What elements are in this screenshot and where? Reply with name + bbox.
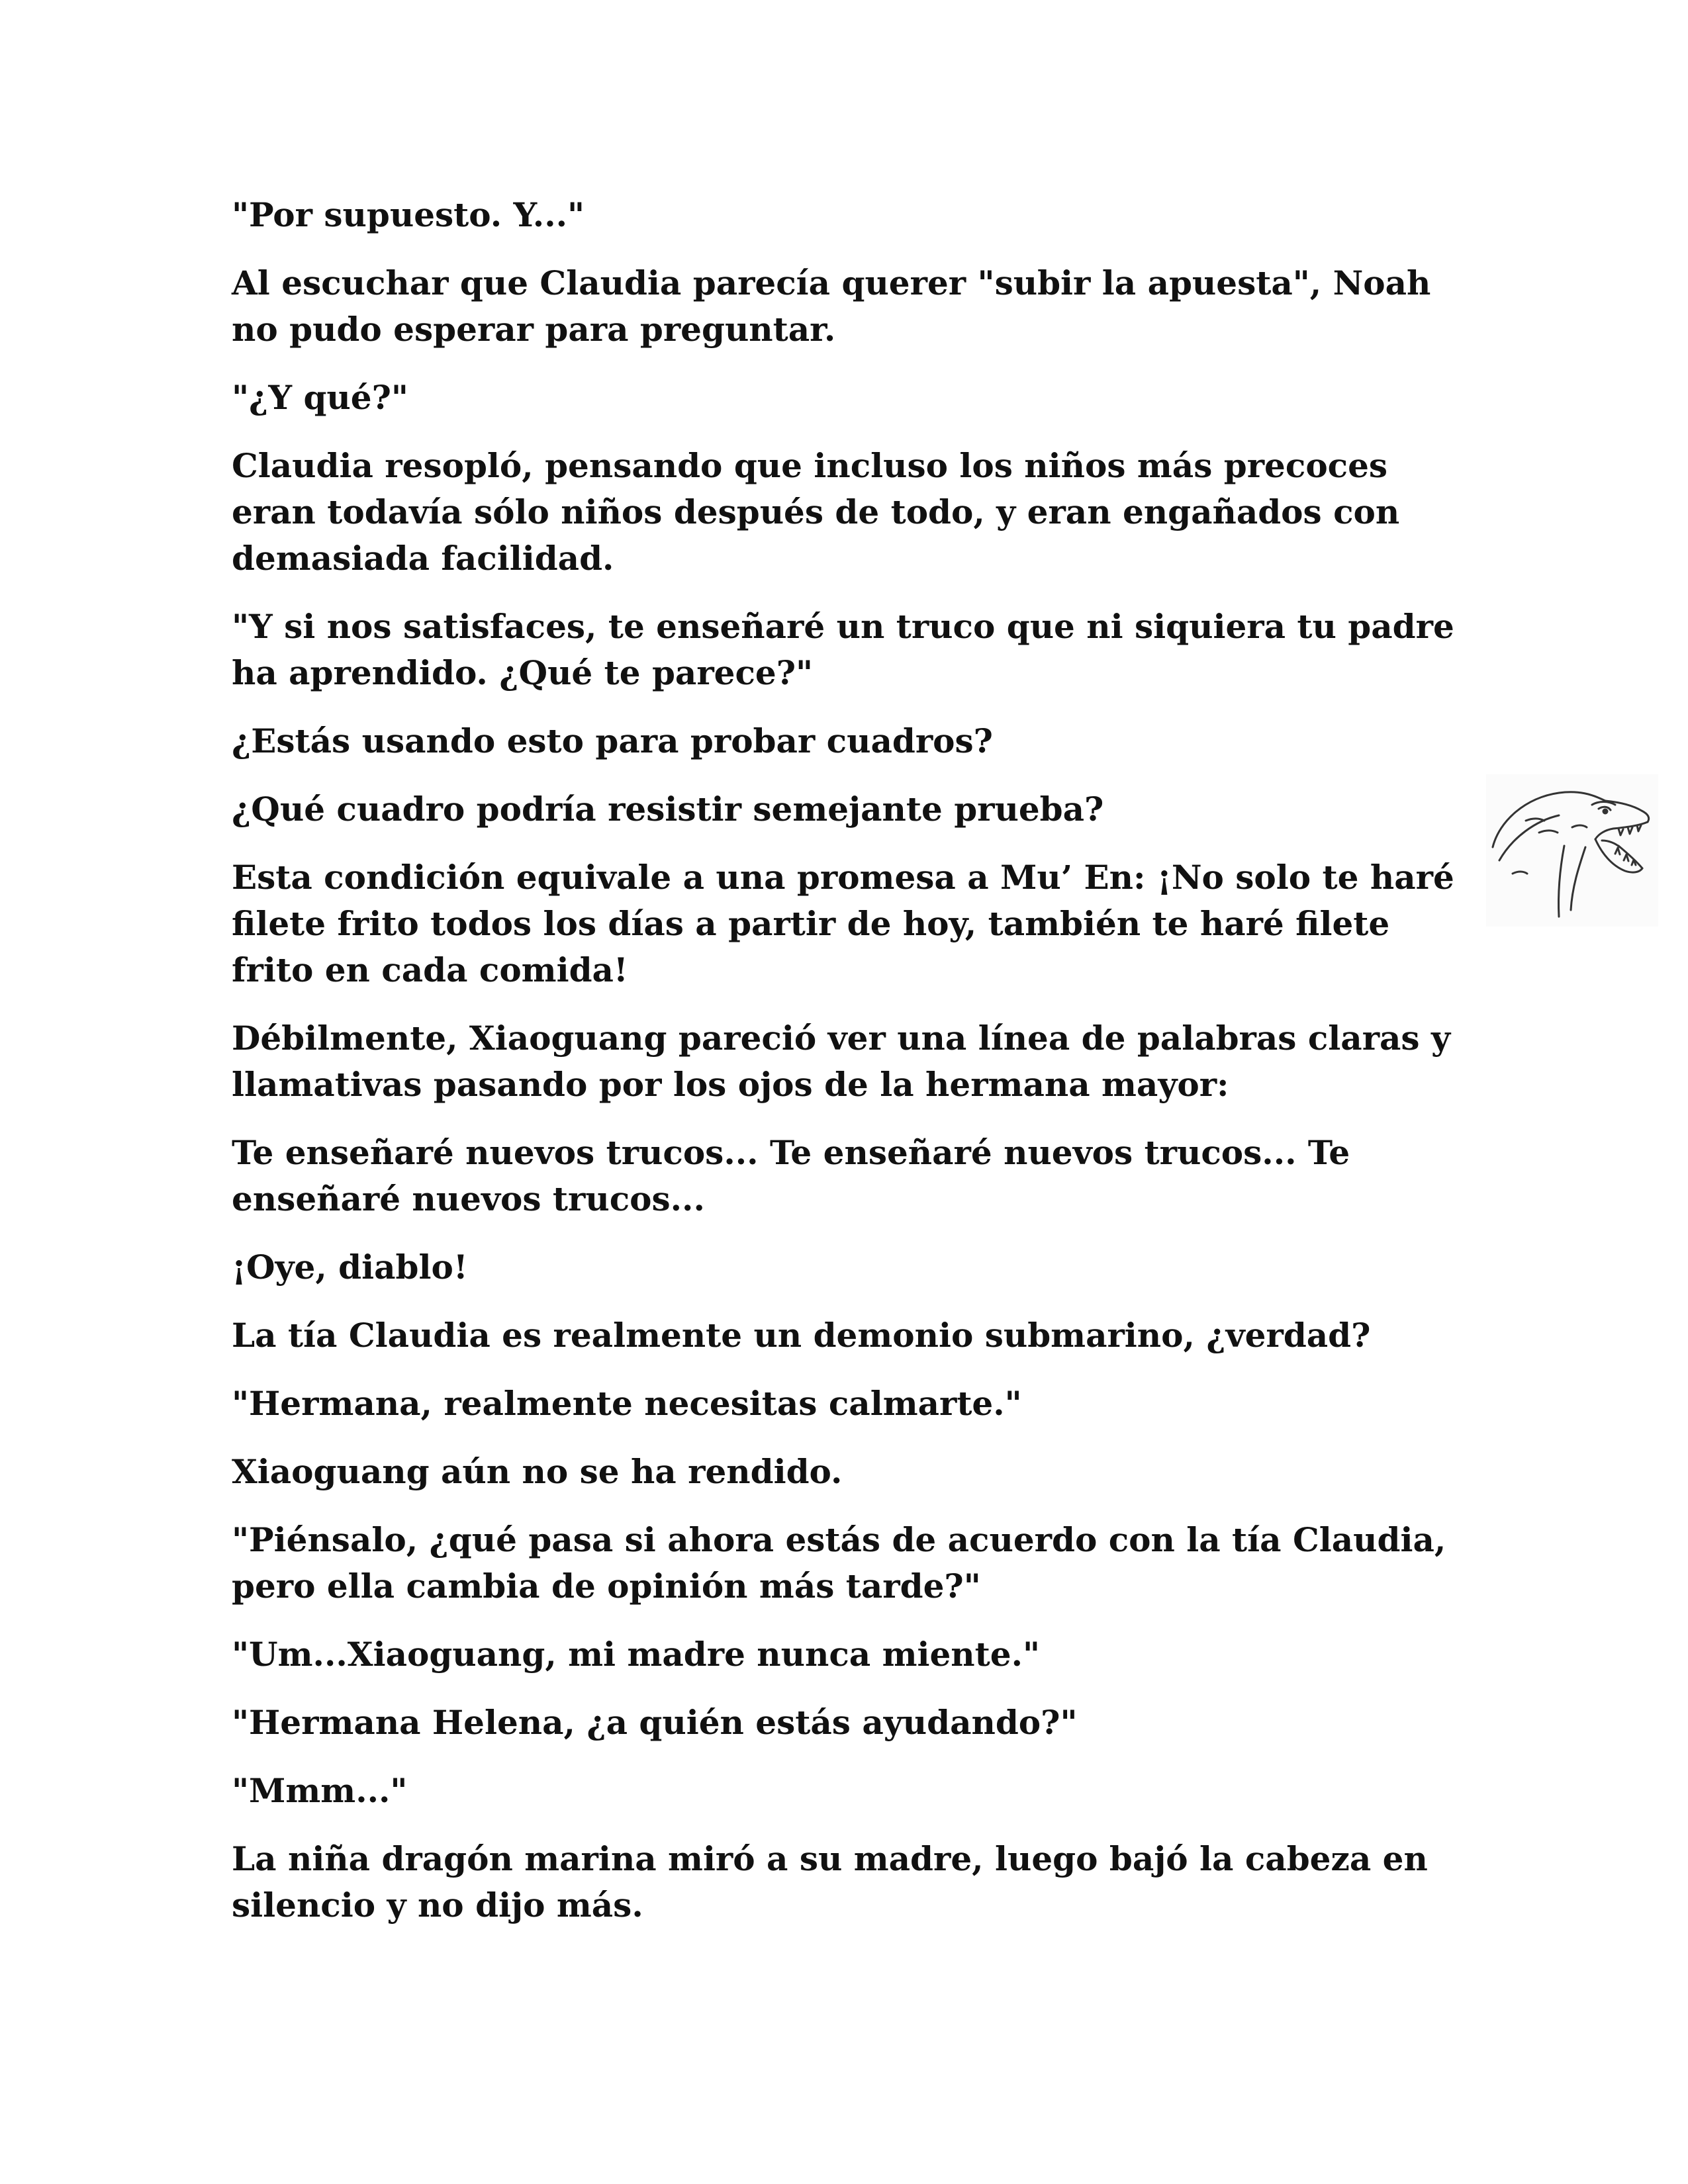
paragraph: "¿Y qué?" [232,378,408,417]
paragraph: Te enseñaré nuevos trucos... Te enseñaré nuevos trucos... Te enseñaré nuevos trucos... [232,1133,1350,1218]
paragraph: "Mmm..." [232,1771,408,1810]
paragraph: "Y si nos satisfaces, te enseñaré un truco que ni siquiera tu padre ha aprendido. ¿Qué te parece?" [232,607,1454,692]
paragraph: Débilmente, Xiaoguang pareció ver una línea de palabras claras y llamativas pasando por los ojos de la hermana mayor: [232,1019,1451,1104]
paragraph: La tía Claudia es realmente un demonio submarino, ¿verdad? [232,1316,1371,1355]
paragraph: Al escuchar que Claudia parecía querer "subir la apuesta", Noah no pudo esperar para preguntar. [232,263,1431,349]
dinosaur-sketch-icon [1486,774,1658,927]
paragraph: Claudia resopló, pensando que incluso los niños más precoces eran todavía sólo niños después de todo, y eran engañados con demasiada facilidad. [232,446,1400,578]
paragraph: ¿Estás usando esto para probar cuadros? [232,721,993,760]
paragraph: "Por supuesto. Y..." [232,195,585,234]
paragraph: "Piénsalo, ¿qué pasa si ahora estás de acuerdo con la tía Claudia, pero ella cambia de opinión más tarde?" [232,1520,1446,1606]
paragraph: "Hermana Helena, ¿a quién estás ayudando?" [232,1703,1078,1742]
paragraph: Esta condición equivale a una promesa a Mu’ En: ¡No solo te haré filete frito todos los días a partir de hoy, también te haré filete frito en cada comida! [232,858,1454,989]
text-column [232,192,1463,1950]
paragraph: "Um...Xiaoguang, mi madre nunca miente." [232,1635,1041,1674]
paragraph: ¡Oye, diablo! [232,1248,468,1287]
paragraph: La niña dragón marina miró a su madre, luego bajó la cabeza en silencio y no dijo más. [232,1839,1428,1925]
paragraph: Xiaoguang aún no se ha rendido. [232,1452,843,1491]
paragraph: ¿Qué cuadro podría resistir semejante prueba? [232,790,1104,829]
paragraph: "Hermana, realmente necesitas calmarte." [232,1384,1022,1423]
